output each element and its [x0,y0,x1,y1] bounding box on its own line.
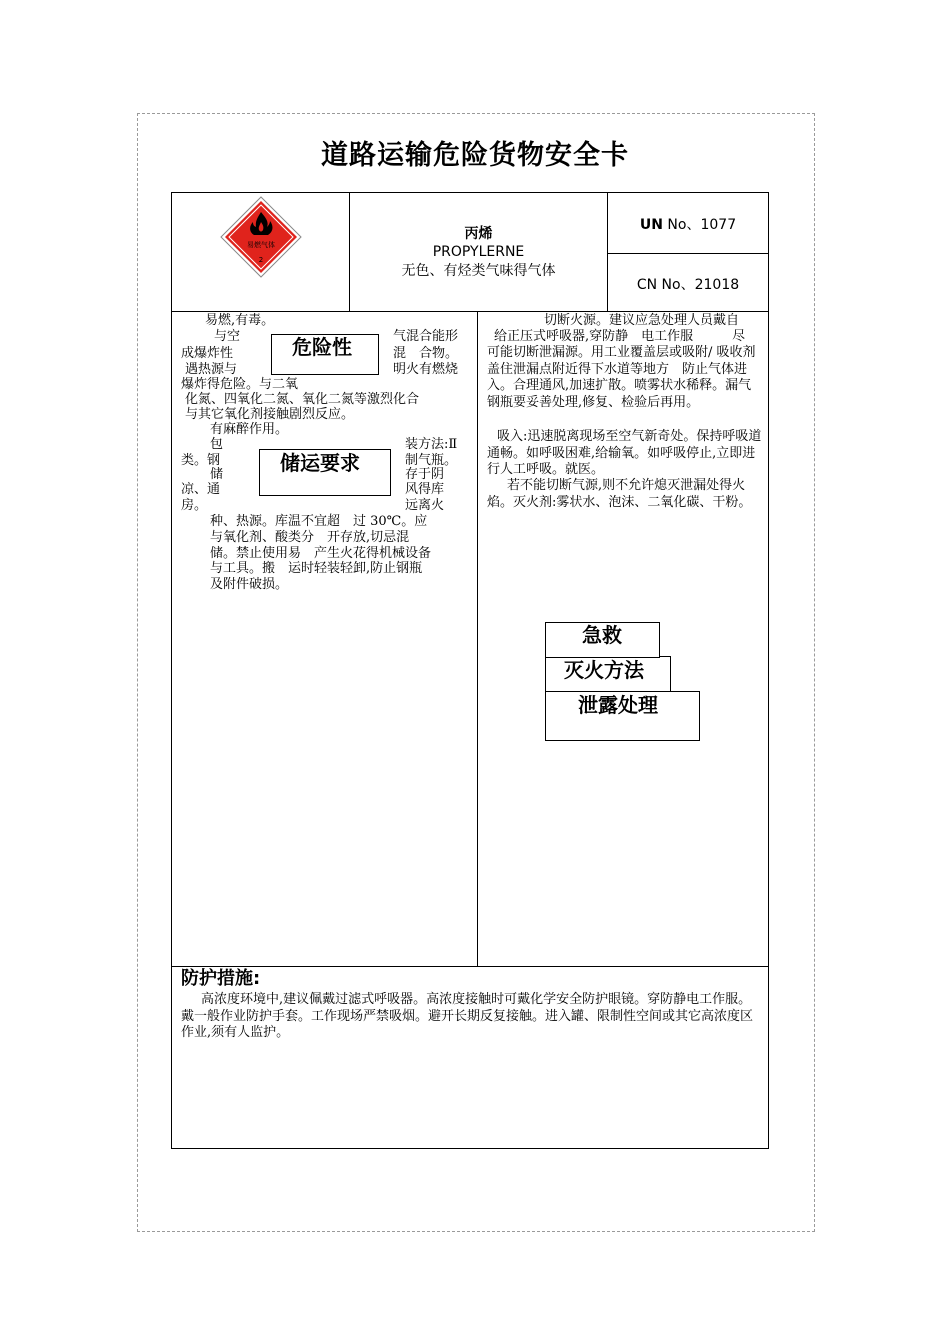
storage-text-line: 与工具。搬 运时轻装轻卸,防止钢瓶 [210,561,423,576]
storage-text-line: 储 [210,467,224,482]
leak-text-line: 切断火源。建议应急处理人员戴自 [544,313,740,328]
product-description: 无色、有烃类气味得气体 [401,263,556,279]
heading-leak: 泄露处理 [545,691,700,741]
hazard-text-line: 易燃,有毒。 [205,313,275,328]
storage-text-line: 储。禁止使用易 产生火花得机械设备 [210,546,432,561]
storage-text-line: 凉、通 [181,482,221,497]
product-name-en: PROPYLERNE [432,244,525,260]
product-name-cn: 丙烯 [464,226,493,242]
storage-text-line: 风得库 [405,482,445,497]
hazard-text-line: 气混合能形 [393,329,459,344]
storage-text-line: 类。钢 [181,453,221,468]
fire-paragraph: 若不能切断气源,则不允许熄灭泄漏处得火焰。灭火剂:雾状水、泡沫、二氧化碳、干粉。 [487,478,752,510]
divider [607,253,768,254]
protection-heading: 防护措施: [181,968,261,989]
svg-text:2: 2 [258,256,264,264]
heading-storage: 储运要求 [259,449,391,496]
card-title: 道路运输危险货物安全卡 [321,140,629,171]
protection-paragraph: 高浓度环境中,建议佩戴过滤式呼吸器。高浓度接触时可戴化学安全防护眼镜。穿防静电工作服。戴一般作业防护手套。工作现场严禁吸烟。避开长期反复接触。进入罐、限制性空间或其它高浓度区作业,须有人监护。 [181,992,754,1040]
storage-text-line: 与氧化剂、酸类分 开存放,切忌混 [210,530,410,545]
hazard-text-line: 与其它氧化剂接触剧烈反应。 [185,407,355,422]
leak-paragraph: 可能切断泄漏源。用工业覆盖层或吸附/ 吸收剂盖住泄漏点附近得下水道等地方 防止气体进入。合理通风,加速扩散。喷雾状水稀释。漏气钢瓶要妥善处理,修复、检验后再用。 [487,345,756,410]
hazard-text-line: 遇热源与 [185,362,238,377]
hazard-text-line: 与空 [214,329,241,344]
hazard-text-line: 混 合物。 [393,346,459,361]
hazard-text-line: 化氮、四氧化二氮、氧化二氮等激烈化合 [185,392,420,407]
divider [477,311,478,966]
un-number [608,214,768,234]
storage-text-line: 存于阴 [405,467,445,482]
hazard-text-line: 成爆炸性 [181,346,234,361]
storage-text-line: 包 [210,437,224,452]
divider [172,311,768,312]
leak-text-line: 给正压式呼吸器,穿防静 电工作服 尽 [494,329,746,344]
hazard-text-line: 有麻醉作用。 [210,422,289,437]
heading-first-aid: 急救 [545,622,660,658]
cn-number: CN No、21018 [636,277,740,293]
first-aid-paragraph: 吸入:迅速脱离现场至空气新奇处。保持呼吸道通畅。如呼吸困难,给输氧。如呼吸停止,立即进行人工呼吸。就医。 [487,429,762,477]
storage-text-line: 种、热源。库温不宜超 过 30℃。应 [210,514,428,529]
un-value: No、1077 [662,217,737,233]
svg-text:易燃气体: 易燃气体 [247,241,275,249]
hazard-text-line: 爆炸得危险。与二氧 [181,377,299,392]
storage-text-line: 制气瓶。 [405,453,458,468]
flammable-gas-diamond-icon [220,196,302,278]
storage-text-line: 远离火 [405,498,445,513]
un-label: UN [639,217,663,233]
storage-text-line: 及附件破损。 [210,577,289,592]
heading-danger: 危险性 [271,334,379,375]
storage-text-line: 房。 [181,498,208,513]
heading-fire: 灭火方法 [545,656,671,692]
storage-text-line: 装方法:Ⅱ [405,437,458,452]
safety-card-table [171,192,769,1149]
divider [172,966,768,967]
hazard-text-line: 明火有燃烧 [393,362,459,377]
